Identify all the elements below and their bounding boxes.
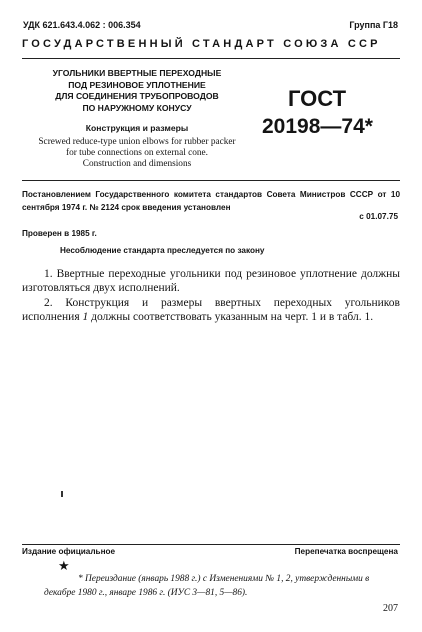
header-rule	[22, 58, 400, 59]
title-line: ПОД РЕЗИНОВОЕ УПЛОТНЕНИЕ	[68, 79, 206, 90]
law-notice: Несоблюдение стандарта преследуется по закону	[60, 246, 265, 255]
udk-code: УДК 621.643.4.062 : 006.354	[23, 20, 141, 30]
gost-label: ГОСТ	[288, 86, 347, 111]
paragraph-2-text: 2. Конструкция и размеры ввертных переходных угольников исполнения	[22, 297, 400, 323]
standard-subtitle: Конструкция и размеры	[85, 123, 189, 133]
official-edition: Издание официальное	[22, 547, 116, 556]
english-title	[22, 137, 252, 170]
execution-number: 1	[82, 310, 89, 323]
state-standard-banner: ГОСУДАРСТВЕННЫЙ СТАНДАРТ СОЮЗА ССР	[22, 38, 381, 50]
page-number: 207	[383, 603, 398, 614]
paragraph-2-text-end: должны соответствовать указанным на черт. 1 и в табл. 1.	[88, 310, 374, 323]
paragraph-1: 1. Ввертные переходные угольники под резиновое уплотнение должны изготовляться двух исполнений.	[22, 268, 400, 294]
reprint-prohibited: Перепечатка воспрещена	[294, 547, 398, 556]
footer-rule	[22, 544, 400, 545]
title-line: УГОЛЬНИКИ ВВЕРТНЫЕ ПЕРЕХОДНЫЕ	[52, 68, 222, 78]
english-title-line: Construction and dimensions	[82, 159, 192, 169]
print-speck	[61, 491, 63, 497]
effective-date: с 01.07.75	[359, 212, 398, 221]
paragraph-2	[22, 297, 400, 324]
title-line: ПО НАРУЖНОМУ КОНУСУ	[82, 102, 192, 113]
english-title-line: for tube connections on external cone.	[66, 148, 208, 158]
standard-title	[22, 68, 252, 114]
english-title-line: Screwed reduce-type union elbows for rubber packer	[38, 137, 236, 147]
title-rule	[22, 180, 400, 181]
gost-number: 20198—74*	[262, 115, 373, 138]
star-icon: ★	[58, 558, 70, 573]
decree-text: Постановлением Государственного комитета стандартов Совета Министров СССР от 10 сентября 1974 г. № 2124 срок введения установлен	[22, 190, 400, 212]
checked-year: Проверен в 1985 г.	[22, 229, 97, 238]
reissue-footnote: * Переиздание (январь 1988 г.) с Изменениями № 1, 2, утвержденными в декабре 1980 г., январе 1986 г. (ИУС 3—81, 5—86).	[44, 574, 370, 598]
group-code: Группа Г18	[349, 20, 398, 30]
title-line: ДЛЯ СОЕДИНЕНИЯ ТРУБОПРОВОДОВ	[55, 91, 219, 101]
